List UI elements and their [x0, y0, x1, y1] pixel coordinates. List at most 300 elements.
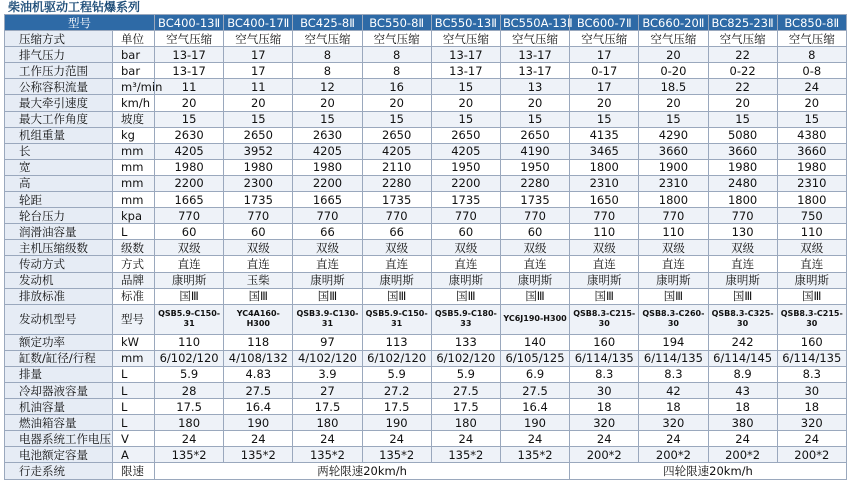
table-cell: 320 — [570, 415, 639, 431]
table-row — [5, 288, 847, 304]
table-cell: 2310 — [570, 175, 639, 191]
table-cell: 15 — [293, 111, 362, 127]
table-cell: 27 — [293, 382, 362, 398]
row-label: 发动机 — [5, 272, 113, 288]
table-row — [5, 431, 847, 447]
table-cell: 770 — [155, 208, 224, 224]
table-cell: 4290 — [639, 127, 708, 143]
table-cell: 4/102/120 — [293, 350, 362, 366]
table-cell: 110 — [639, 224, 708, 240]
table-cell: 27.5 — [224, 382, 293, 398]
row-label: 缸数/缸径/行程 — [5, 350, 113, 366]
table-cell: 8.3 — [639, 366, 708, 382]
row-label: 轮距 — [5, 192, 113, 208]
header-cell-model-name: BC850-8Ⅱ — [777, 15, 846, 31]
row-unit: A — [113, 447, 155, 463]
table-cell: 16.4 — [224, 399, 293, 415]
table-cell: 770 — [708, 208, 777, 224]
table-cell: 4205 — [293, 143, 362, 159]
row-unit: L — [113, 224, 155, 240]
row-unit: kg — [113, 127, 155, 143]
table-cell: 20 — [777, 95, 846, 111]
table-cell: 4205 — [155, 143, 224, 159]
table-cell: 320 — [639, 415, 708, 431]
table-cell: 1950 — [500, 159, 569, 175]
row-unit: kW — [113, 334, 155, 350]
table-cell: 17 — [570, 47, 639, 63]
table-cell: 0-22 — [708, 63, 777, 79]
table-cell: 160 — [570, 334, 639, 350]
table-cell: 16.4 — [500, 399, 569, 415]
table-cell: 20 — [570, 95, 639, 111]
table-cell: 20 — [431, 95, 500, 111]
row-label: 长 — [5, 143, 113, 159]
table-row — [5, 272, 847, 288]
row-unit: kpa — [113, 208, 155, 224]
header-cell-model: 型号 — [5, 15, 155, 31]
table-cell: 380 — [708, 415, 777, 431]
table-row — [5, 304, 847, 334]
table-cell: 60 — [155, 224, 224, 240]
table-cell: 118 — [224, 334, 293, 350]
table-cell: 242 — [708, 334, 777, 350]
table-cell: 康明斯 — [639, 272, 708, 288]
table-cell: 24 — [431, 431, 500, 447]
table-cell: 770 — [639, 208, 708, 224]
table-cell: 康明斯 — [431, 272, 500, 288]
table-cell: 320 — [777, 415, 846, 431]
table-cell: 空气压缩 — [708, 31, 777, 47]
row-label: 发动机型号 — [5, 304, 113, 334]
table-cell: 15 — [431, 79, 500, 95]
table-row — [5, 192, 847, 208]
table-cell: 200*2 — [777, 447, 846, 463]
table-cell: 3465 — [570, 143, 639, 159]
table-cell: 18 — [708, 399, 777, 415]
row-label: 传动方式 — [5, 256, 113, 272]
table-cell: 17.5 — [155, 399, 224, 415]
row-unit: mm — [113, 159, 155, 175]
table-cell: 1735 — [224, 192, 293, 208]
table-cell: 4135 — [570, 127, 639, 143]
table-cell: 空气压缩 — [362, 31, 431, 47]
spec-table-body — [5, 15, 847, 480]
table-cell: 3660 — [777, 143, 846, 159]
table-row — [5, 111, 847, 127]
table-cell: 15 — [155, 111, 224, 127]
header-cell-model-name: BC550-13Ⅱ — [431, 15, 500, 31]
two-wheel-speed-limit: 两轮限速20km/h — [155, 463, 570, 479]
table-row — [5, 240, 847, 256]
row-label: 排量 — [5, 366, 113, 382]
table-cell: 8.3 — [570, 366, 639, 382]
table-cell: 4380 — [777, 127, 846, 143]
table-cell: 770 — [500, 208, 569, 224]
table-cell: 27.5 — [431, 382, 500, 398]
page-title: 柴油机驱动工程钻爆系列 — [8, 0, 141, 14]
table-cell: 1980 — [224, 159, 293, 175]
table-cell: 20 — [155, 95, 224, 111]
table-cell: 空气压缩 — [155, 31, 224, 47]
table-cell: 1950 — [431, 159, 500, 175]
row-label: 最大牵引速度 — [5, 95, 113, 111]
table-cell: 113 — [362, 334, 431, 350]
table-cell: 2200 — [293, 175, 362, 191]
table-cell: 18 — [777, 399, 846, 415]
table-cell: 1900 — [639, 159, 708, 175]
table-cell: 24 — [639, 431, 708, 447]
table-cell: 直连 — [224, 256, 293, 272]
table-cell: 180 — [155, 415, 224, 431]
table-cell: 3.9 — [293, 366, 362, 382]
table-cell: 770 — [224, 208, 293, 224]
table-cell: 770 — [570, 208, 639, 224]
row-unit: mm — [113, 192, 155, 208]
table-cell: 66 — [362, 224, 431, 240]
table-cell: 30 — [570, 382, 639, 398]
table-row — [5, 350, 847, 366]
table-cell: 2110 — [362, 159, 431, 175]
table-cell: 13-17 — [500, 47, 569, 63]
row-label: 额定功率 — [5, 334, 113, 350]
table-cell: 2310 — [639, 175, 708, 191]
header-cell-model-name: BC600-7Ⅱ — [570, 15, 639, 31]
table-cell: 0-20 — [639, 63, 708, 79]
table-cell: 43 — [708, 382, 777, 398]
row-label: 电池额定容量 — [5, 447, 113, 463]
table-cell: 空气压缩 — [570, 31, 639, 47]
table-cell: 13-17 — [155, 63, 224, 79]
table-cell: 28 — [155, 382, 224, 398]
table-cell: 22 — [708, 47, 777, 63]
table-row — [5, 366, 847, 382]
table-cell: 空气压缩 — [431, 31, 500, 47]
table-cell: 1980 — [293, 159, 362, 175]
table-cell: 180 — [293, 415, 362, 431]
table-cell: 8 — [777, 47, 846, 63]
table-cell: 97 — [293, 334, 362, 350]
row-unit: 坡度 — [113, 111, 155, 127]
table-cell: 18.5 — [639, 79, 708, 95]
table-cell: YC6J190-H300 — [500, 304, 569, 334]
table-cell: 24 — [500, 431, 569, 447]
table-cell: 17 — [224, 63, 293, 79]
table-cell: 0-17 — [570, 63, 639, 79]
table-cell: 空气压缩 — [639, 31, 708, 47]
table-cell: 200*2 — [570, 447, 639, 463]
table-row — [5, 224, 847, 240]
table-cell: 60 — [431, 224, 500, 240]
table-cell: 18 — [570, 399, 639, 415]
table-cell: 20 — [708, 95, 777, 111]
table-cell: 3660 — [708, 143, 777, 159]
table-cell: 2280 — [500, 175, 569, 191]
table-cell: 8 — [362, 47, 431, 63]
row-unit: km/h — [113, 95, 155, 111]
table-cell: 康明斯 — [777, 272, 846, 288]
row-unit: 方式 — [113, 256, 155, 272]
table-cell: 6/114/135 — [570, 350, 639, 366]
table-cell: 8 — [293, 63, 362, 79]
table-row — [5, 256, 847, 272]
table-cell: 17.5 — [431, 399, 500, 415]
row-unit: mm — [113, 350, 155, 366]
table-cell: 直连 — [155, 256, 224, 272]
table-cell: 国Ⅲ — [639, 288, 708, 304]
table-row — [5, 334, 847, 350]
table-cell: 双级 — [293, 240, 362, 256]
header-cell-model-name: BC400-13Ⅱ — [155, 15, 224, 31]
table-cell: 20 — [500, 95, 569, 111]
table-cell: 6/114/135 — [777, 350, 846, 366]
table-cell: 1800 — [708, 192, 777, 208]
table-cell: 空气压缩 — [777, 31, 846, 47]
table-cell: 4190 — [500, 143, 569, 159]
row-unit: L — [113, 366, 155, 382]
table-cell: 135*2 — [431, 447, 500, 463]
row-label: 高 — [5, 175, 113, 191]
table-row — [5, 208, 847, 224]
table-cell: 180 — [431, 415, 500, 431]
table-row — [5, 415, 847, 431]
table-cell: 2650 — [362, 127, 431, 143]
table-cell: 200*2 — [708, 447, 777, 463]
table-cell: 4.83 — [224, 366, 293, 382]
row-label: 行走系统 — [5, 463, 113, 479]
table-cell: 2280 — [362, 175, 431, 191]
row-label: 排放标准 — [5, 288, 113, 304]
table-row — [5, 127, 847, 143]
row-label: 燃油箱容量 — [5, 415, 113, 431]
row-unit: 型号 — [113, 304, 155, 334]
table-cell: 5.9 — [362, 366, 431, 382]
table-row — [5, 159, 847, 175]
table-row — [5, 143, 847, 159]
table-cell: 2650 — [431, 127, 500, 143]
table-cell: 8 — [293, 47, 362, 63]
table-cell: 60 — [224, 224, 293, 240]
table-cell: 20 — [224, 95, 293, 111]
row-label: 轮台压力 — [5, 208, 113, 224]
table-cell: 直连 — [293, 256, 362, 272]
table-cell: 15 — [500, 111, 569, 127]
table-cell: 直连 — [362, 256, 431, 272]
table-cell: 康明斯 — [570, 272, 639, 288]
spec-table — [4, 14, 847, 480]
table-cell: QSB8.3-C260-30 — [639, 304, 708, 334]
table-cell: 24 — [777, 79, 846, 95]
table-cell: 康明斯 — [293, 272, 362, 288]
table-cell: 194 — [639, 334, 708, 350]
table-cell: 6/102/120 — [362, 350, 431, 366]
table-cell: 2300 — [224, 175, 293, 191]
table-cell: 13-17 — [500, 63, 569, 79]
table-cell: 4/108/132 — [224, 350, 293, 366]
table-cell: 2630 — [293, 127, 362, 143]
table-cell: 1980 — [708, 159, 777, 175]
table-cell: 2650 — [500, 127, 569, 143]
row-unit: 标准 — [113, 288, 155, 304]
table-cell: 15 — [777, 111, 846, 127]
table-cell: 15 — [639, 111, 708, 127]
row-label: 排气压力 — [5, 47, 113, 63]
table-cell: 12 — [293, 79, 362, 95]
table-cell: 15 — [431, 111, 500, 127]
table-cell: 20 — [639, 47, 708, 63]
table-cell: 4205 — [362, 143, 431, 159]
four-wheel-speed-limit: 四轮限速20km/h — [570, 463, 847, 479]
table-cell: 27.5 — [500, 382, 569, 398]
header-cell-model-name: BC550A-13Ⅱ — [500, 15, 569, 31]
row-unit: L — [113, 382, 155, 398]
table-cell: 24 — [293, 431, 362, 447]
table-row — [5, 399, 847, 415]
table-cell: 11 — [155, 79, 224, 95]
row-label: 公称容积流量 — [5, 79, 113, 95]
table-cell: 直连 — [500, 256, 569, 272]
table-row — [5, 447, 847, 463]
table-cell: 国Ⅲ — [708, 288, 777, 304]
table-cell: 国Ⅲ — [224, 288, 293, 304]
row-label: 最大工作角度 — [5, 111, 113, 127]
table-cell: 直连 — [570, 256, 639, 272]
table-cell: 160 — [777, 334, 846, 350]
table-cell: 5.9 — [155, 366, 224, 382]
table-cell: QSB3.9-C130-31 — [293, 304, 362, 334]
table-cell: 1665 — [155, 192, 224, 208]
table-cell: 3952 — [224, 143, 293, 159]
table-cell: 8.9 — [708, 366, 777, 382]
table-cell: 国Ⅲ — [293, 288, 362, 304]
row-label: 压缩方式 — [5, 31, 113, 47]
table-row — [5, 47, 847, 63]
table-cell: 110 — [777, 224, 846, 240]
table-cell: 5.9 — [431, 366, 500, 382]
table-cell: 双级 — [431, 240, 500, 256]
table-cell: 空气压缩 — [224, 31, 293, 47]
table-cell: 135*2 — [155, 447, 224, 463]
table-cell: 国Ⅲ — [777, 288, 846, 304]
table-cell: 200*2 — [639, 447, 708, 463]
table-cell: 20 — [293, 95, 362, 111]
table-cell: 1800 — [639, 192, 708, 208]
table-cell: 6/114/145 — [708, 350, 777, 366]
table-cell: 8 — [362, 63, 431, 79]
table-cell: 22 — [708, 79, 777, 95]
table-cell: 2630 — [155, 127, 224, 143]
table-cell: 190 — [362, 415, 431, 431]
table-cell: 130 — [708, 224, 777, 240]
table-row — [5, 382, 847, 398]
table-cell: 20 — [639, 95, 708, 111]
table-cell: 15 — [570, 111, 639, 127]
table-cell: 190 — [500, 415, 569, 431]
row-unit: bar — [113, 63, 155, 79]
table-cell: 国Ⅲ — [362, 288, 431, 304]
table-cell: 135*2 — [362, 447, 431, 463]
table-cell: 2200 — [431, 175, 500, 191]
table-cell: 空气压缩 — [500, 31, 569, 47]
header-cell-model-name: BC825-23Ⅱ — [708, 15, 777, 31]
table-cell: 双级 — [500, 240, 569, 256]
row-unit: L — [113, 415, 155, 431]
table-cell: 直连 — [431, 256, 500, 272]
row-label: 润滑油容量 — [5, 224, 113, 240]
table-cell: 110 — [155, 334, 224, 350]
row-label: 宽 — [5, 159, 113, 175]
table-cell: 6/102/120 — [431, 350, 500, 366]
table-cell: 玉柴 — [224, 272, 293, 288]
row-unit: mm — [113, 143, 155, 159]
table-cell: 空气压缩 — [293, 31, 362, 47]
row-label: 电器系统工作电压 — [5, 431, 113, 447]
table-cell: 17 — [224, 47, 293, 63]
table-cell: 135*2 — [224, 447, 293, 463]
table-row — [5, 175, 847, 191]
row-label: 主机压缩级数 — [5, 240, 113, 256]
header-row — [5, 15, 847, 31]
table-cell: 双级 — [570, 240, 639, 256]
table-cell: YC4A160-H300 — [224, 304, 293, 334]
table-cell: 康明斯 — [708, 272, 777, 288]
table-cell: 110 — [570, 224, 639, 240]
table-cell: 15 — [224, 111, 293, 127]
row-unit: 限速 — [113, 463, 155, 479]
table-cell: 11 — [224, 79, 293, 95]
row-unit: 品牌 — [113, 272, 155, 288]
table-cell: QSB5.9-C180-33 — [431, 304, 500, 334]
table-cell: 1735 — [362, 192, 431, 208]
row-unit: bar — [113, 47, 155, 63]
table-cell: 30 — [777, 382, 846, 398]
table-row — [5, 79, 847, 95]
header-cell-model-name: BC400-17Ⅱ — [224, 15, 293, 31]
table-cell: 1800 — [570, 159, 639, 175]
footer-row — [5, 463, 847, 479]
row-unit: 单位 — [113, 31, 155, 47]
table-cell: 3660 — [639, 143, 708, 159]
table-cell: 5080 — [708, 127, 777, 143]
table-cell: 770 — [431, 208, 500, 224]
table-cell: 康明斯 — [155, 272, 224, 288]
table-cell: 60 — [500, 224, 569, 240]
table-cell: 24 — [362, 431, 431, 447]
table-cell: 1665 — [293, 192, 362, 208]
table-cell: 2200 — [155, 175, 224, 191]
table-cell: 17.5 — [293, 399, 362, 415]
table-cell: 双级 — [362, 240, 431, 256]
table-cell: 2480 — [708, 175, 777, 191]
table-cell: 133 — [431, 334, 500, 350]
table-cell: 双级 — [777, 240, 846, 256]
row-unit: mm — [113, 175, 155, 191]
table-cell: 1980 — [155, 159, 224, 175]
table-cell: 770 — [293, 208, 362, 224]
table-cell: 135*2 — [500, 447, 569, 463]
table-cell: 国Ⅲ — [570, 288, 639, 304]
table-cell: 2650 — [224, 127, 293, 143]
table-cell: 24 — [224, 431, 293, 447]
table-cell: 国Ⅲ — [431, 288, 500, 304]
table-cell: 18 — [639, 399, 708, 415]
row-label: 机油容量 — [5, 399, 113, 415]
row-unit: 级数 — [113, 240, 155, 256]
table-cell: QSB8.3-C325-30 — [708, 304, 777, 334]
table-cell: 国Ⅲ — [155, 288, 224, 304]
table-cell: 24 — [777, 431, 846, 447]
table-cell: 4205 — [431, 143, 500, 159]
row-label: 机组重量 — [5, 127, 113, 143]
